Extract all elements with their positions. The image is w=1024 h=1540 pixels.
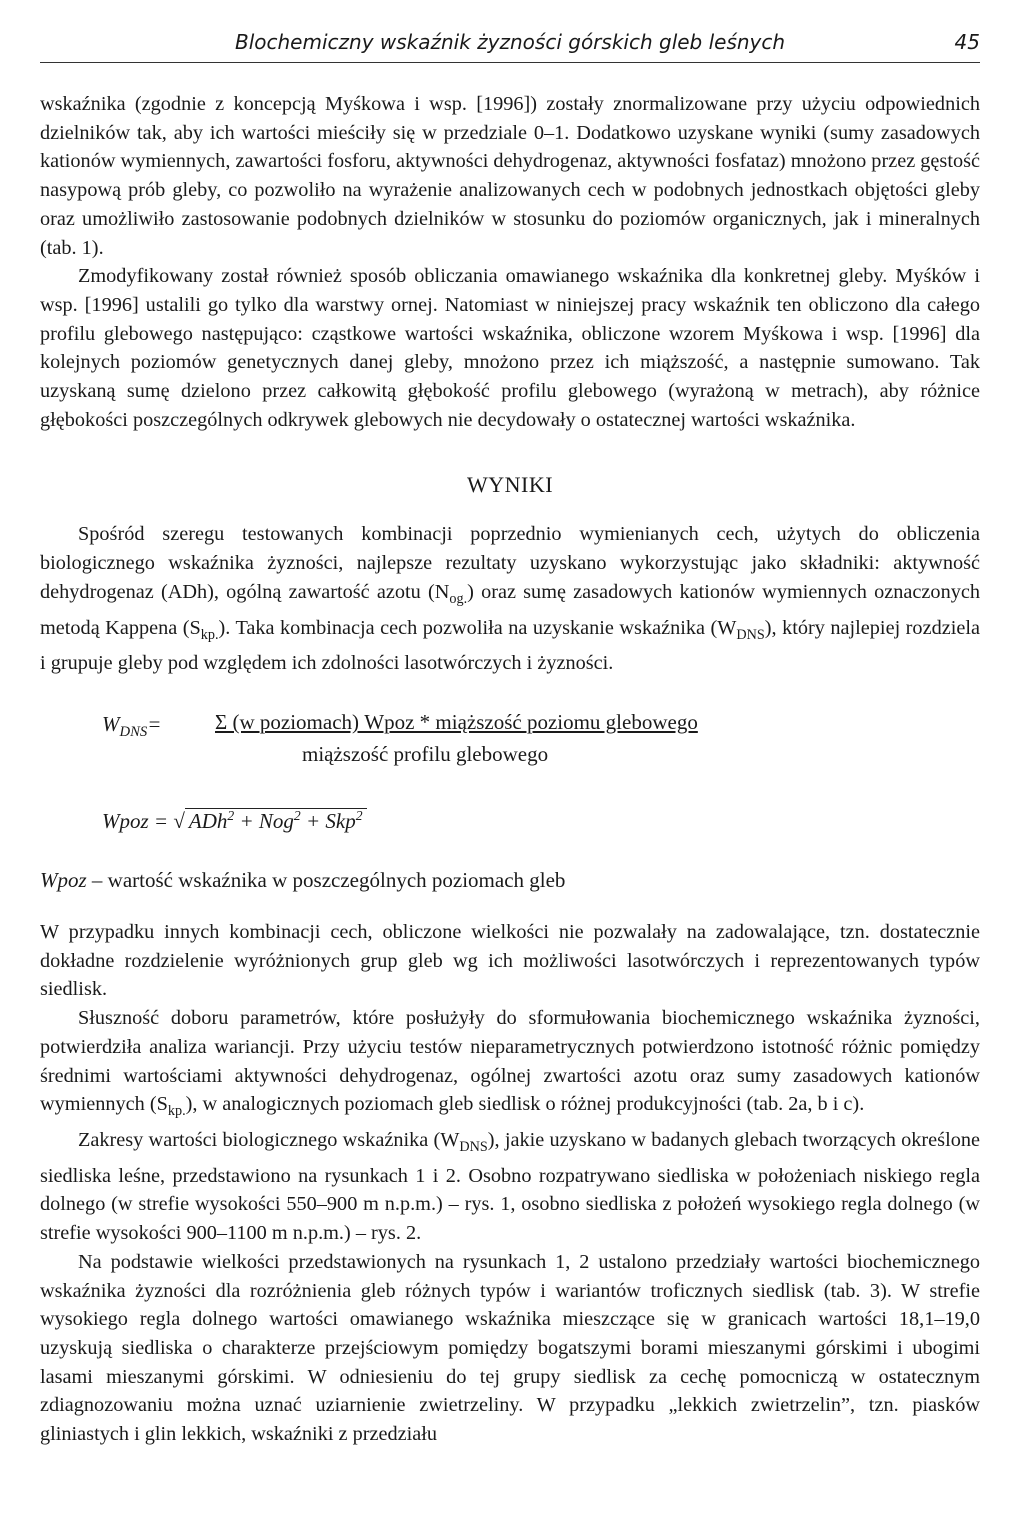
page-body <box>40 90 980 1449</box>
paragraph-results: Spośród szeregu testowanych kombinacji poprzednio wymienianych cech, użytych do obliczenia biologicznego wskaźnika żyzności, najlepsze rezultaty uzyskano wykorzystując jako składniki: aktywność dehydrogenaz (ADh), ogólną zawartość azotu $(N_{og.})$ oraz sumę zasadowych kationów wymiennych oznaczonych metodą Kappena $(S_{kp.})$. Taka kombinacja cech pozwoliła na uzyskanie wskaźnika $(W_{DNS})$, który najlepiej rozdziela i grupuje gleby pod względem ich zdolności lasotwórczych i żyzności. <box>40 523 980 675</box>
formula-radicand: ADh$^2$ + Nog$^2$ + Skp$^2$ <box>185 808 367 833</box>
running-title: Blochemiczny wskaźnik żyzności górskich gleb leśnych <box>235 30 786 54</box>
paragraph-anova: Słuszność doboru parametrów, które posłużyły do sformułowania biochemicznego wskaźnika żyzności, potwierdziła analiza wariancji. Przy użyciu testów nieparametrycznych potwierdzono istotność różnic pomiędzy średnimi wartościami aktywności dehydrogenaz, ogólnej zwartości azotu oraz sumy zasadowych kationów wymiennych $(S_{kp.})$, w analogicznych poziomach gleb siedlisk o różnej produkcyjności (tab. 2a, b i c). <box>40 1007 980 1120</box>
formula-wdns-numerator: Σ (w poziomach) Wpoz * miąższość poziomu glebowego <box>215 710 698 735</box>
formula-wdns-denominator: miąższość profilu glebowego <box>302 742 549 767</box>
paragraph-continuation: wskaźnika (zgodnie z koncepcją Myśkowa i wsp. [1996]) zostały znormalizowane przy użyciu odpowiednich dzielników tak, aby ich wartości mieściły się w przedziale 0–1. Dodatkowo uzyskane wyniki (sumy zasadowych kationów wymiennych, zawartości fosforu, aktywności dehydrogenaz, aktywności fosfataz) mnożono przez gęstość nasypową prób gleby, co pozwoliło na wyrażenie analizowanych cech w podobnych jednostkach objętości gleby oraz umożliwiło zastosowanie podobnych dzielników w stosunku do poziomów organicznych, jak i mineralnych (tab. 1). <box>40 93 980 259</box>
running-header <box>40 28 980 63</box>
formula-block <box>40 698 980 898</box>
formula-legend: Wpoz – wartość wskaźnika w poszczególnych poziomach gleb <box>40 868 566 893</box>
section-heading: WYNIKI <box>466 472 554 498</box>
paragraph-modification: Zmodyfikowany został również sposób obliczania omawianego wskaźnika dla konkretnej gleby. Myśków i wsp. [1996] ustalili go tylko dla warstwy ornej. Natomiast w niniejszej pracy wskaźnik ten obliczono dla całego profilu glebowego następująco: cząstkowe wartości wskaźnika, obliczone wzorem Myśkowa i wsp. [1996] dla kolejnych poziomów genetycznych danej gleby, mnożono przez ich miąższość, a następnie sumowano. Tak uzyskaną sumę dzielono przez całkowitą głębokość profilu glebowego (wyrażoną w metrach), aby różnice głębokości poszczególnych odkrywek glebowych nie decydowały o ostatecznej wartości wskaźnika. <box>40 265 980 431</box>
paragraph-ranges: Zakresy wartości biologicznego wskaźnika $(W_{DNS})$, jakie uzyskano w badanych glebach tworzących określone siedliska leśne, przedstawiono na rysunkach 1 i 2. Osobno rozpatrywano siedliska w położeniach niskiego regla dolnego (w strefie wysokości 550–900 m n.p.m.) – rys. 1, osobno siedliska z położeń wysokiego regla dolnego (w strefie wysokości 900–1100 m n.p.m.) – rys. 2. <box>40 1129 980 1245</box>
formula-wdns-lhs: $W_{DNS}=$ <box>102 712 162 741</box>
paragraph-other-combinations: W przypadku innych kombinacji cech, obliczone wielkości nie pozwalały na zadowalające, tzn. dostatecznie dokładne rozdzielenie wyróżnionych grup gleb wg ich możliwości lasotwórczych i reprezentowanych typów siedlisk. <box>40 921 980 1001</box>
page-number: 45 <box>954 30 980 54</box>
paragraph-intervals: Na podstawie wielkości przedstawionych na rysunkach 1, 2 ustalono przedziały wartości biochemicznego wskaźnika żyzności dla rozróżnienia gleb różnych typów i wariantów troficznych siedlisk (tab. 3). W strefie wysokiego regla dolnego wartości omawianego wskaźnika mieszczące się w granicach wartości 18,1–19,0 uzyskują siedliska o charakterze przejściowym pomiędzy bogatszymi borami mieszanymi górskimi i ubogimi lasami mieszanymi górskimi. W odniesieniu do tej grupy siedlisk za cechę pomocniczą w ostatecznym zdiagnozowaniu można uznać uziarnienie zwietrzeliny. W przypadku „lekkich zwietrzelin”, tzn. piasków gliniastych i glin lekkich, wskaźniki z przedziału <box>40 1250 980 1446</box>
formula-wpoz: Wpoz = √ ADh$^2$ + Nog$^2$ + Skp$^2$ <box>102 808 367 834</box>
